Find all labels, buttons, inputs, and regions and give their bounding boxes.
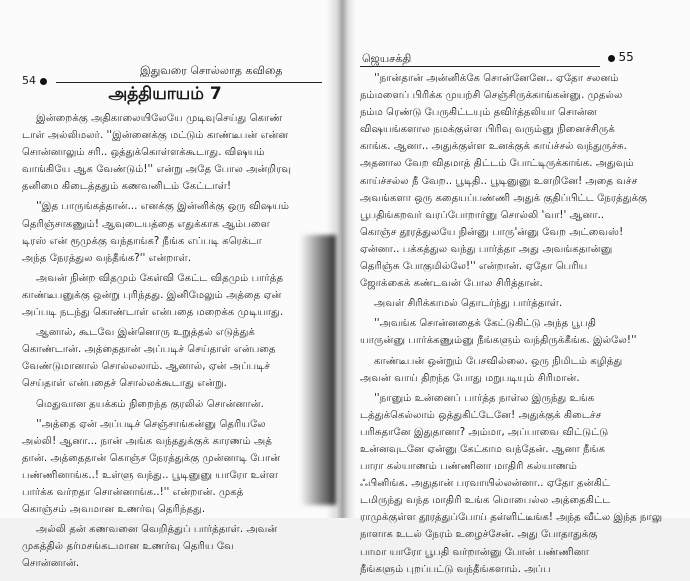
text-line: செய்தாள் என்பதைச் சொல்லக்கூடாது என்று. bbox=[22, 378, 227, 390]
text-line: ''அத்தை ஏன் அப்படிச் செஞ்சாங்கன்னு தெரியலே bbox=[36, 418, 266, 430]
text-line: டமிருந்து வந்த மாதிரி உங்க மொபைல்ல அத்தைகிட்ட bbox=[360, 495, 611, 507]
paragraph bbox=[360, 390, 682, 578]
header-rule bbox=[360, 66, 600, 67]
text-line: இன்றைக்கு அதிகாலையிலேயே முடிவுசெய்து கொண் bbox=[36, 113, 283, 124]
text-line: கொஞ்ச தூரத்துலயே நின்னு பாரு'ன்னு வேற அட்வைஸ்! bbox=[360, 226, 624, 238]
text-line: காண்டீபனுக்கு ஒன்று புரிந்தது. இனிமேலும் அத்தை ஏன் bbox=[22, 289, 282, 301]
text-line: ராமுக்குள்ள தூரத்துப்போய் தள்ளிட்டீங்க! அந்த வீட்ல இந்த நாலு bbox=[360, 512, 663, 524]
text-line: தெரிஞ்சு போகுமில்லே!'' என்றான். ஏதோ பெரிய bbox=[360, 261, 588, 273]
left-body-text bbox=[22, 110, 328, 575]
text-line: ''நானும் உன்னைப் பார்த்த நாள்ல இருந்து உங்க bbox=[374, 392, 595, 404]
text-line: நீங்களும் புறப்பட்டு வந்தீங்களாம். அப்ப bbox=[360, 563, 551, 575]
paragraph bbox=[22, 270, 328, 321]
text-line: வேண்டுமானால் சொல்லலாம். ஆனால், ஏன் அப்படிச் bbox=[22, 361, 271, 373]
paragraph bbox=[22, 324, 328, 392]
paragraph bbox=[22, 110, 328, 195]
text-line: நம்மளைப் பிரிக்க முயற்சி செஞ்சிருக்காங்கன்னு. முதல்ல bbox=[360, 90, 623, 102]
text-line: ஃபினிங்க. அதுதான் பரவாயில்லன்னா.. ஏதோ தன்கிட் bbox=[360, 478, 611, 490]
text-line: தான். அத்தைதான் கொஞ்ச நேரத்துக்கு முன்னாடி போன் bbox=[22, 452, 281, 464]
chapter-title: அத்தியாயம் 7 bbox=[108, 84, 222, 104]
paragraph bbox=[360, 295, 682, 312]
text-line: அதனால வேற விதமாத் திட்டம் போட்டிருக்காங்க. அதுவும் bbox=[360, 158, 634, 170]
text-line: அவங்களா ஒரு கதையப்பண்ணி அதுக் குதிப்பிட்ட நேரத்துக்கு bbox=[360, 192, 648, 204]
text-line: நாளாக உடல் நேரம் உழைச்சேன். அது போதாதுக்கு bbox=[360, 529, 598, 541]
text-line: ''நான்தான் அன்னிக்கே சொன்னேனே.. ஏதோ சலனம் bbox=[374, 73, 619, 84]
text-line: மெதுவான தயக்கம் நிறைந்த குரலில் சொன்னான். bbox=[36, 398, 264, 410]
text-line: தனிமை கிடைத்ததும் கணவனிடம் கேட்டாள்! bbox=[22, 181, 232, 193]
paragraph bbox=[360, 70, 682, 292]
left-running-title: இதுவரை சொல்லாத கவிதை bbox=[140, 64, 283, 77]
text-line: டாள் அல்லிமலர். ''இன்னைக்கு மட்டும் காண்டீபன் என்ன bbox=[22, 130, 289, 142]
paragraph bbox=[360, 315, 682, 349]
text-line: டத்துக்கெல்லாம் ஒத்துகிட்டேனே! அதுக்குக் கிடைச்ச bbox=[360, 409, 602, 421]
left-page-number: 54 bbox=[22, 74, 36, 87]
right-page-number-area bbox=[608, 50, 634, 64]
text-line: சொன்னாலும் சரி.. ஒத்துக்கொள்ளக்கூடாது. விஷயம் bbox=[22, 147, 265, 159]
text-line: பரிசுதானே இதுதானா? அம்மா, அப்பாவை விட்டுட்டு bbox=[360, 426, 609, 438]
text-line: ''இத பாருங்கத்தான்... எனக்கு இன்னிக்கு ஒரு விஷயம் bbox=[36, 201, 290, 213]
text-line: உன்னவுடனே ஏன்னு கேட்காம வந்தேன். ஆனா நீங்க bbox=[360, 443, 606, 455]
right-running-title: ஜெயசக்தி bbox=[362, 52, 412, 65]
paragraph bbox=[360, 353, 682, 387]
paragraph bbox=[22, 521, 328, 572]
text-line: அவன் வாய் திறந்த போது மறுபடியும் சிரிமான். bbox=[360, 372, 580, 384]
text-line: விஷயங்களால நமக்குள்ள பிரிவு வரும்னு நினைச்சிருக் bbox=[360, 124, 615, 136]
right-page bbox=[340, 0, 690, 575]
text-line: டிரஸ் என் ரூமுக்கு வந்தாங்க? நீங்க எப்படி கரெக்டா bbox=[22, 235, 262, 247]
text-line: அப்படி நடந்து கொண்டாள் என்பதை மறைக்க முடியாது. bbox=[22, 307, 284, 319]
text-line: ''அவங்க சொன்னதைக் கேட்டுகிட்டு அந்த பூபதி bbox=[374, 318, 597, 330]
text-line: அல்லி! ஆனா... நான் அங்க வந்ததுக்குக் காரணம் அத் bbox=[22, 435, 272, 447]
text-line: ஏன்னா.. பக்கத்துல வந்து பார்த்தா அது அவங்கதான்னு bbox=[360, 243, 613, 255]
text-line: சொன்னான். bbox=[22, 558, 80, 570]
text-line: நம்ம ரெண்டு பேருகிட்டயும் தவிர்த்தலியா சொன்ன bbox=[360, 107, 597, 119]
text-line: பார்க்க வர்றதா சொன்னாங்க..!'' என்றான். முகத் bbox=[22, 486, 244, 498]
text-line: அந்த நேரத்துல வந்தீங்க?'' என்றாள். bbox=[22, 252, 192, 264]
paragraph bbox=[22, 198, 328, 266]
text-line: காங்க. ஆனா.. அதுக்குள்ள உனக்குக் காய்ச்சல் வந்துருச்சு. bbox=[360, 141, 627, 153]
text-line: கொஞ்சம் அவமான உணர்வு தெரிந்தது. bbox=[22, 504, 206, 516]
text-line: பூபதிங்கறவர் வரப்போறார்னு சொல்லி 'வா!' ஆனா.. bbox=[360, 209, 605, 221]
text-line: அவன் நின்ற விதமும் கேள்வி கேட்ட விதமும் பார்த்த bbox=[36, 272, 284, 284]
text-line: காய்ச்சல்ல நீ வேற.. பூடிதி.. பூடினுனு உளறினே! அதை வச்ச bbox=[360, 175, 638, 187]
text-line: வாங்கியே ஆக வேண்டும்!'' என்று அதே போல அன்றிரவு bbox=[22, 164, 292, 176]
text-line: அவள் சிரிக்காமல் தொடர்ந்து பார்த்தாள். bbox=[374, 298, 563, 310]
text-line: ஆனால், கூடவே இன்னொரு உறுத்தல் எடுத்துக் bbox=[36, 327, 255, 339]
text-line: முகத்தில் தர்மசங்கடமான உணர்வு தெரிய வே bbox=[22, 541, 234, 553]
bullet-icon bbox=[608, 55, 615, 62]
text-line: அல்லி தன் கணவனை வெறித்துப் பார்த்தாள். அவன் bbox=[36, 524, 278, 536]
text-line: காண்டீபன் ஒன்றும் பேசவில்லை. ஒரு நிமிடம் கழித்து bbox=[374, 355, 623, 367]
right-body-text bbox=[360, 70, 682, 581]
text-line: தெரிஞ்சாகணும்! ஆவுடையத்தை எதுக்காக ஆம்பளை bbox=[22, 218, 270, 230]
text-line: பாமா யாரோ பூபதி வர்றான்னு போன் பண்ணினா bbox=[360, 546, 589, 558]
text-line: கொண்டான். அத்தைதான் அப்படிச் செய்தாள் என்பதை bbox=[22, 344, 276, 356]
text-line: ஜோக்கைக் கண்டவன் போல சிரித்தான். bbox=[360, 278, 543, 290]
text-line: பண்ணினாங்க..! உள்ளு வந்து.. பூடினுனு யாரோ உள்ள bbox=[22, 469, 279, 481]
header-rule bbox=[56, 82, 322, 83]
left-page bbox=[0, 0, 340, 570]
text-line: பாரா கல்யாணம் பண்ணினா மாதிரி கல்யாணம் bbox=[360, 461, 577, 473]
paragraph bbox=[22, 416, 328, 519]
paragraph bbox=[22, 396, 328, 413]
right-page-number: 55 bbox=[618, 50, 634, 64]
text-line: யாருன்னு பார்க்கணும்னு நீங்களும் வந்திருக்கீங்க. இல்லே!'' bbox=[360, 335, 637, 347]
